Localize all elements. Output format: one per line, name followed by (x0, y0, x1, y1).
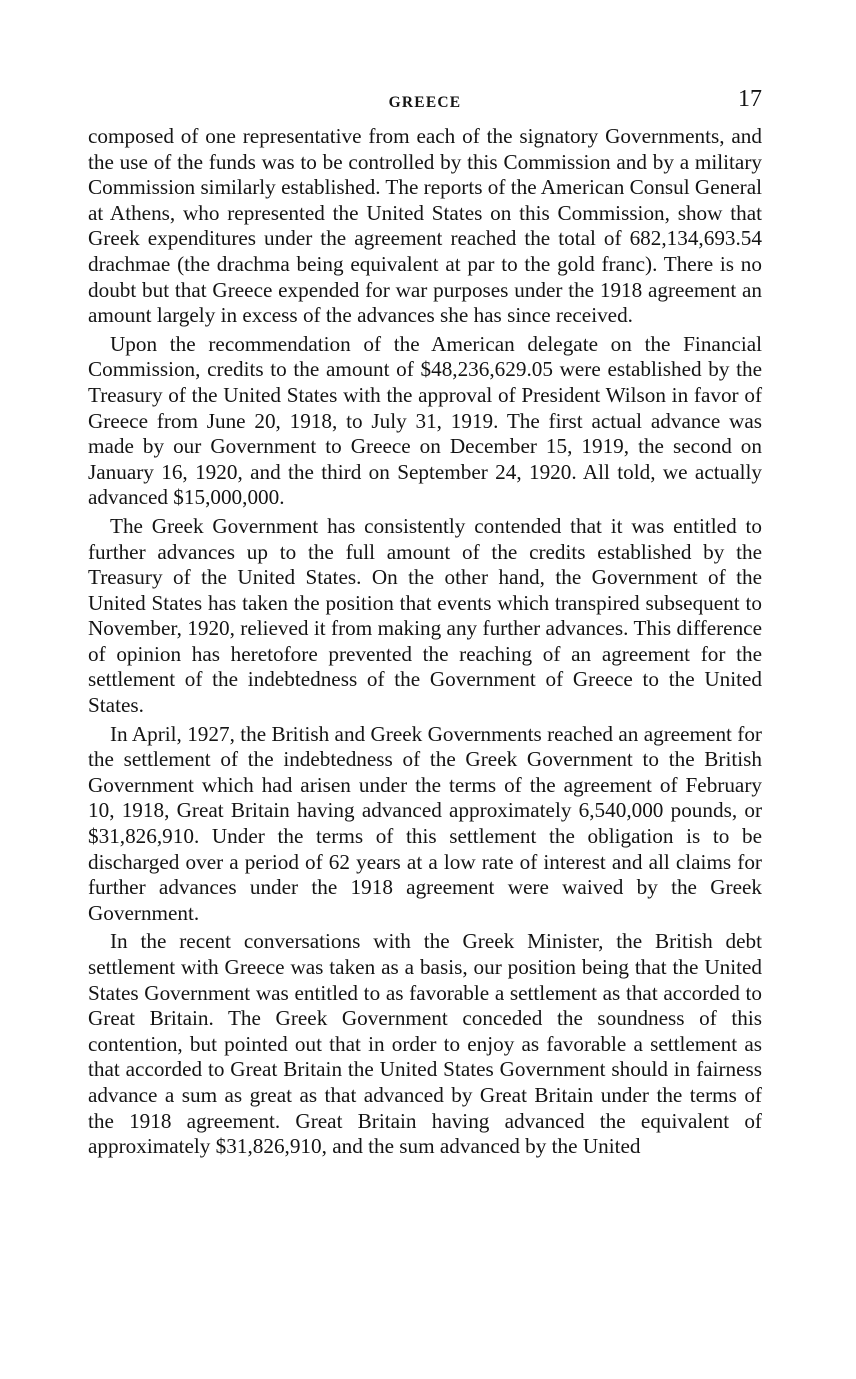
paragraph-3: The Greek Government has consistently contended that it was entitled to further advances up to the full amount of the credits established by the Treasury of the United States. On the other hand, the Government of the United States has taken the position that events which transpired subsequent to November, 1920, relieved it from making any further advances. This difference of opinion has heretofore prevented the reaching of an agreement for the settlement of the indebtedness of the Government of Greece to the United States. (88, 513, 762, 718)
document-page (88, 84, 762, 1163)
paragraph-1: composed of one representative from each of the signatory Governments, and the use of the funds was to be controlled by this Commission and by a military Commission similarly established. The reports of the American Consul General at Athens, who represented the United States on this Commission, show that Greek expenditures under the agreement reached the total of 682,134,693.54 drachmae (the drachma being equivalent at par to the gold franc). There is no doubt but that Greece expended for war purposes under the 1918 agreement an amount largely in excess of the advances she has since received. (88, 124, 762, 328)
body-text (88, 124, 762, 1160)
paragraph-4: In April, 1927, the British and Greek Governments reached an agreement for the settlement of the indebtedness of the Greek Government to the British Government which had arisen under the terms of the agreement of February 10, 1918, Great Britain having advanced approximately 6,540,000 pounds, or $31,826,910. Under the terms of this settlement the obligation is to be discharged over a period of 62 years at a low rate of interest and all claims for further advances under the 1918 agreement were waived by the Greek Government. (88, 721, 762, 925)
page-number: 17 (738, 86, 762, 112)
paragraph-5: In the recent conversations with the Greek Minister, the British debt settlement with Greece was taken as a basis, our position being that the United States Government was entitled to as favorable a settlement as that accorded to Great Britain. The Greek Government conceded the soundness of this contention, but pointed out that in order to enjoy as favorable a settlement as that accorded to Great Britain the United States Government should in fairness advance a sum as great as that advanced by Great Britain under the terms of the 1918 agreement. Great Britain having advanced the equivalent of approximately $31,826,910, and the sum advanced by the United (88, 929, 762, 1159)
running-head (88, 84, 762, 124)
running-title: GREECE (388, 94, 462, 111)
paragraph-2: Upon the recommendation of the American delegate on the Financial Commission, credits to the amount of $48,236,629.05 were established by the Treasury of the United States with the approval of President Wilson in favor of Greece from June 20, 1918, to July 31, 1919. The first actual advance was made by our Government to Greece on December 15, 1919, the second on January 16, 1920, and the third on September 24, 1920. All told, we actually advanced $15,000,000. (88, 331, 762, 510)
